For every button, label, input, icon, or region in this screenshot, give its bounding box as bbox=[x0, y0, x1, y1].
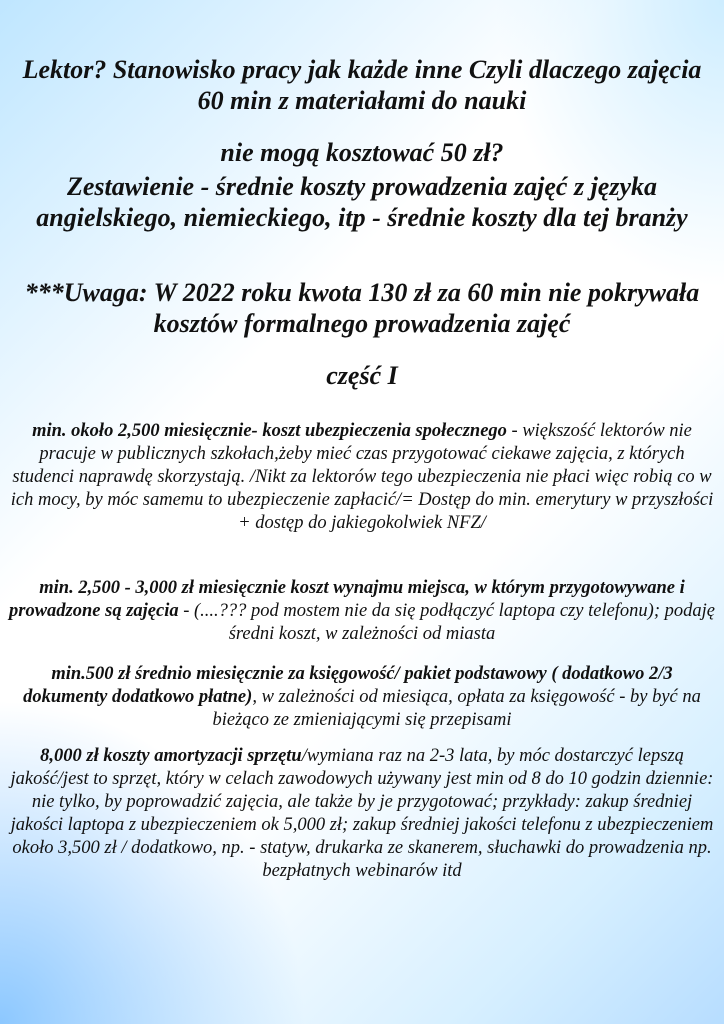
title-heading: Lektor? Stanowisko pracy jak każde inne Czyli dlaczego zajęcia 60 min z materiałami do nauki bbox=[22, 55, 702, 115]
cost-item-text: /wymiana raz na 2-3 lata, by móc dostarczyć lepszą jakość/jest to sprzęt, który w celach zawodowych używany jest min od 8 do 10 godzin dziennie: nie tylko, by poprowadzić zajęcia, ale także by je przygotować; przykłady: zakup średniej jakości laptopa z ubezpieczeniem ok 5,000 zł; zakup średniej jakości telefonu z ubezpieczeniem około 3,500 zł / dodatkowo, np. - statyw, drukarka ze skanerem, słuchawki do prowadzenia np. bezpłatnych webinarów itd bbox=[10, 746, 714, 881]
cost-item-equipment bbox=[8, 745, 716, 883]
cost-item-bold: min.500 zł średnio miesięcznie za księgowość/ pakiet podstawowy ( dodatkowo 2/3 dokumenty dodatkowo płatne) bbox=[23, 664, 673, 707]
cost-item-bold: min. około 2,500 miesięcznie- koszt ubezpieczenia społecznego bbox=[32, 421, 507, 441]
note-heading: ***Uwaga: W 2022 roku kwota 130 zł za 60 min nie pokrywała kosztów formalnego prowadzenia zajęć bbox=[24, 278, 700, 338]
cost-item-text: - większość lektorów nie pracuje w publicznych szkołach,żeby mieć czas przygotować ciekawe zajęcia, z których studenci naprawdę skorzystają. /Nikt za lektorów tego ubezpieczenia nie płaci więc robią co w ich mocy, by móc samemu to ubezpieczenie zapłacić/= Dostęp do min. emerytury w przyszłości + dostęp do jakiegokolwiek NFZ/ bbox=[10, 421, 714, 533]
cost-item-text: - (....??? pod mostem nie da się podłączyć laptopa czy telefonu); podaję średni koszt, w zależności od miasta bbox=[178, 601, 715, 644]
part-heading: część I bbox=[326, 361, 398, 390]
cost-item-bold: 8,000 zł koszty amortyzacji sprzętu bbox=[40, 746, 302, 766]
title-question: nie mogą kosztować 50 zł? bbox=[220, 138, 504, 167]
cost-item-social-insurance bbox=[8, 420, 716, 535]
cost-item-bold: min. 2,500 - 3,000 zł miesięcznie koszt wynajmu miejsca, w którym przygotowywane i prowadzone są zajęcia bbox=[9, 578, 685, 621]
cost-item-accounting bbox=[8, 663, 716, 732]
summary-heading: Zestawienie - średnie koszty prowadzenia zajęć z języka angielskiego, niemieckiego, itp - średnie koszty dla tej branży bbox=[36, 172, 688, 232]
cost-item-rent bbox=[8, 577, 716, 646]
cost-item-text: , w zależności od miesiąca, opłata za księgowość - by być na bieżąco ze zmieniającymi się przepisami bbox=[212, 687, 701, 730]
